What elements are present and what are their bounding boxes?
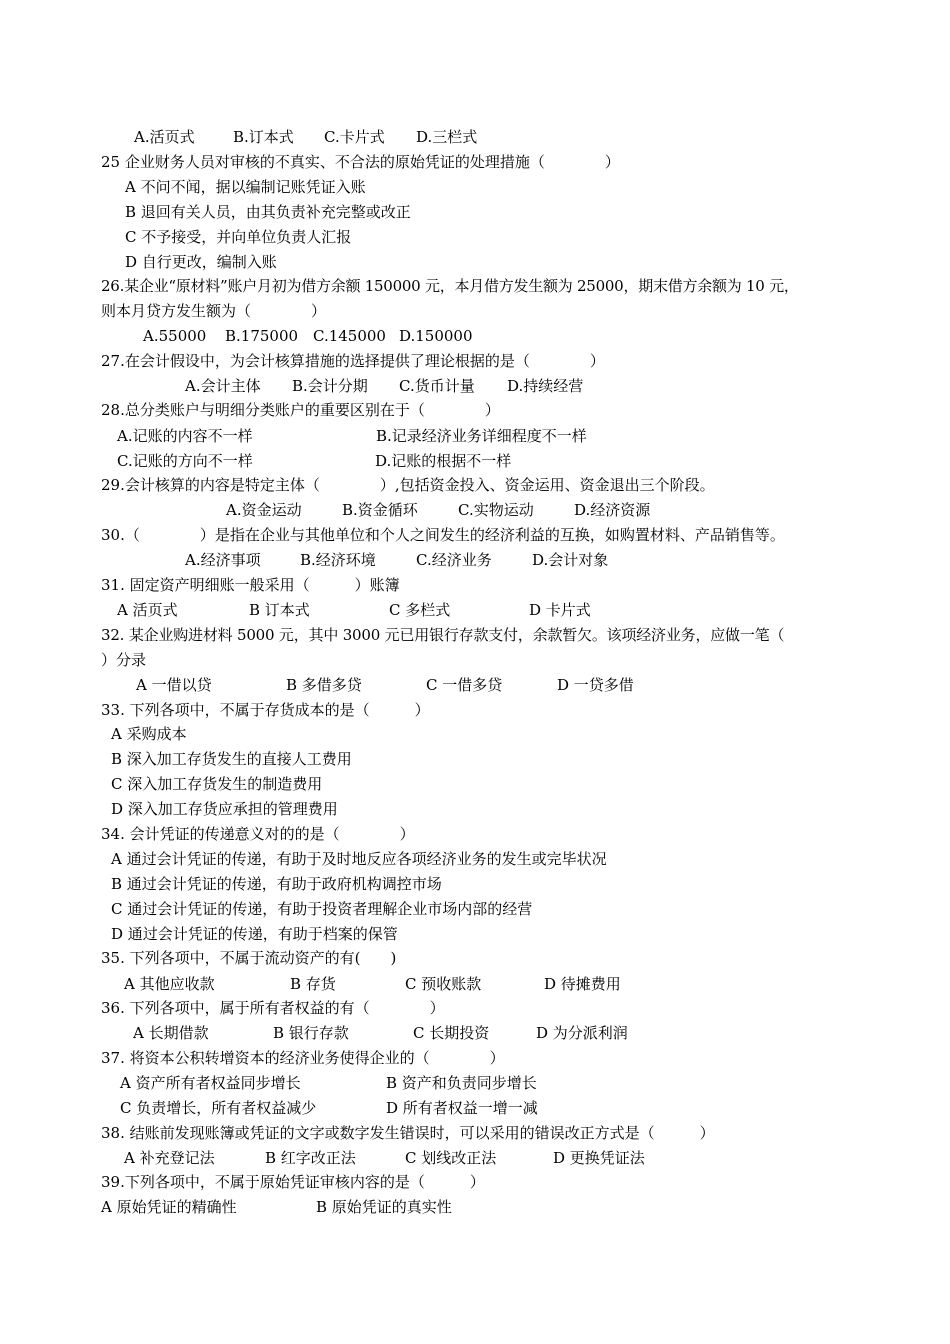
q31-stem: 31. 固定资产明细账一般采用（ ）账簿 [101, 576, 400, 594]
q27-stem: 27.在会计假设中，为会计核算措施的选择提供了理论根据的是（ ） [101, 352, 605, 370]
option-c: C 划线改正法 [405, 1149, 497, 1167]
option-a: A.55000 [143, 327, 207, 345]
option-d: D 为分派利润 [536, 1024, 628, 1042]
option-b: B.订本式 [233, 128, 294, 146]
q35-stem: 35. 下列各项中，不属于流动资产的有( ) [101, 949, 397, 967]
q34-stem: 34. 会计凭证的传递意义对的的是（ ） [101, 825, 415, 843]
q34-option-b: B 通过会计凭证的传递，有助于政府机构调控市场 [111, 875, 442, 893]
q32-stem-line1: 32. 某企业购进材料 5000 元，其中 3000 元已用银行存款支付，余款暂欠。该项经济业务，应做一笔（ [101, 626, 785, 644]
option-b: B 银行存款 [273, 1024, 349, 1042]
q32-stem-line2: ）分录 [101, 651, 147, 669]
q37-stem: 37. 将资本公积转增资本的经济业务使得企业的（ ） [101, 1049, 505, 1067]
option-d: D.经济资源 [574, 501, 651, 519]
q25-option-c: C 不予接受，并向单位负责人汇报 [125, 228, 352, 246]
option-b: B 原始凭证的真实性 [316, 1198, 452, 1216]
option-c: C.记账的方向不一样 [117, 452, 253, 470]
q28-stem: 28.总分类账户与明细分类账户的重要区别在于（ ） [101, 401, 500, 419]
option-c: C 预收账款 [405, 975, 482, 993]
q26-stem-line1: 26.某企业“原材料”账户月初为借方余额 150000 元，本月借方发生额为 25000，期末借方余额为 10 元， [101, 277, 799, 295]
option-b: B.175000 [225, 327, 299, 345]
option-b: B.会计分期 [292, 377, 368, 395]
q33-stem: 33. 下列各项中，不属于存货成本的是（ ） [101, 701, 430, 719]
option-d: D.150000 [399, 327, 473, 345]
option-b: B.记录经济业务详细程度不一样 [376, 427, 587, 445]
option-a: A.记账的内容不一样 [117, 427, 253, 445]
option-c: C 一借多贷 [426, 676, 503, 694]
option-b: B 存货 [290, 975, 336, 993]
option-d: D.三栏式 [416, 128, 478, 146]
q25-option-b: B 退回有关人员，由其负责补充完整或改正 [125, 203, 411, 221]
option-a: A.经济事项 [185, 551, 261, 569]
option-c: C 长期投资 [413, 1024, 490, 1042]
option-a: A 活页式 [117, 601, 178, 619]
q33-option-a: A 采购成本 [111, 725, 187, 743]
option-a: A 补充登记法 [124, 1149, 215, 1167]
option-c: C.经济业务 [416, 551, 492, 569]
option-b: B.资金循环 [342, 501, 418, 519]
option-b: B 订本式 [249, 601, 310, 619]
q33-option-c: C 深入加工存货发生的制造费用 [111, 775, 323, 793]
option-a: A.活页式 [134, 128, 195, 146]
option-a: A 长期借款 [133, 1024, 209, 1042]
option-b: B 红字改正法 [265, 1149, 356, 1167]
option-a: A 一借以贷 [136, 676, 212, 694]
q33-option-b: B 深入加工存货发生的直接人工费用 [111, 750, 352, 768]
q34-option-d: D 通过会计凭证的传递，有助于档案的保管 [111, 925, 398, 943]
option-d: D.持续经营 [507, 377, 584, 395]
option-c: C.实物运动 [458, 501, 534, 519]
option-a: A.资金运动 [226, 501, 302, 519]
option-d: D.记账的根据不一样 [375, 452, 512, 470]
q33-option-d: D 深入加工存货应承担的管理费用 [111, 800, 338, 818]
option-c: C 负责增长，所有者权益减少 [120, 1099, 317, 1117]
option-c: C 多栏式 [389, 601, 451, 619]
option-b: B.经济环境 [300, 551, 376, 569]
option-d: D 所有者权益一增一减 [386, 1099, 538, 1117]
option-a: A.会计主体 [185, 377, 261, 395]
q25-option-d: D 自行更改，编制入账 [125, 253, 277, 271]
q34-option-a: A 通过会计凭证的传递，有助于及时地反应各项经济业务的发生或完毕状况 [111, 850, 607, 868]
option-d: D.会计对象 [532, 551, 609, 569]
option-a: A 资产所有者权益同步增长 [120, 1074, 301, 1092]
option-d: D 卡片式 [529, 601, 591, 619]
option-d: D 一贷多借 [557, 676, 634, 694]
option-c: C.货币计量 [399, 377, 475, 395]
option-d: D 更换凭证法 [553, 1149, 645, 1167]
q25-stem: 25 企业财务人员对审核的不真实、不合法的原始凭证的处理措施（ ） [101, 153, 620, 171]
option-c: C.卡片式 [324, 128, 385, 146]
q36-stem: 36. 下列各项中，属于所有者权益的有（ ） [101, 999, 445, 1017]
q34-option-c: C 通过会计凭证的传递，有助于投资者理解企业市场内部的经营 [111, 900, 533, 918]
option-c: C.145000 [313, 327, 386, 345]
q29-stem: 29.会计核算的内容是特定主体（ ）,包括资金投入、资金运用、资金退出三个阶段。 [101, 476, 715, 494]
option-a: A 原始凭证的精确性 [101, 1198, 237, 1216]
option-b: B 多借多贷 [286, 676, 362, 694]
q39-stem: 39.下列各项中，不属于原始凭证审核内容的是（ ） [101, 1173, 485, 1191]
q25-option-a: A 不问不闻，据以编制记账凭证入账 [125, 178, 366, 196]
q30-stem: 30.（ ）是指在企业与其他单位和个人之间发生的经济利益的互换，如购置材料、产品销售等。 [101, 526, 785, 544]
option-a: A 其他应收款 [124, 975, 215, 993]
option-b: B 资产和负责同步增长 [386, 1074, 537, 1092]
q26-stem-line2: 则本月贷方发生额为（ ） [101, 302, 327, 320]
option-d: D 待摊费用 [544, 975, 621, 993]
q38-stem: 38. 结账前发现账簿或凭证的文字或数字发生错误时，可以采用的错误改正方式是（ ） [101, 1124, 715, 1142]
